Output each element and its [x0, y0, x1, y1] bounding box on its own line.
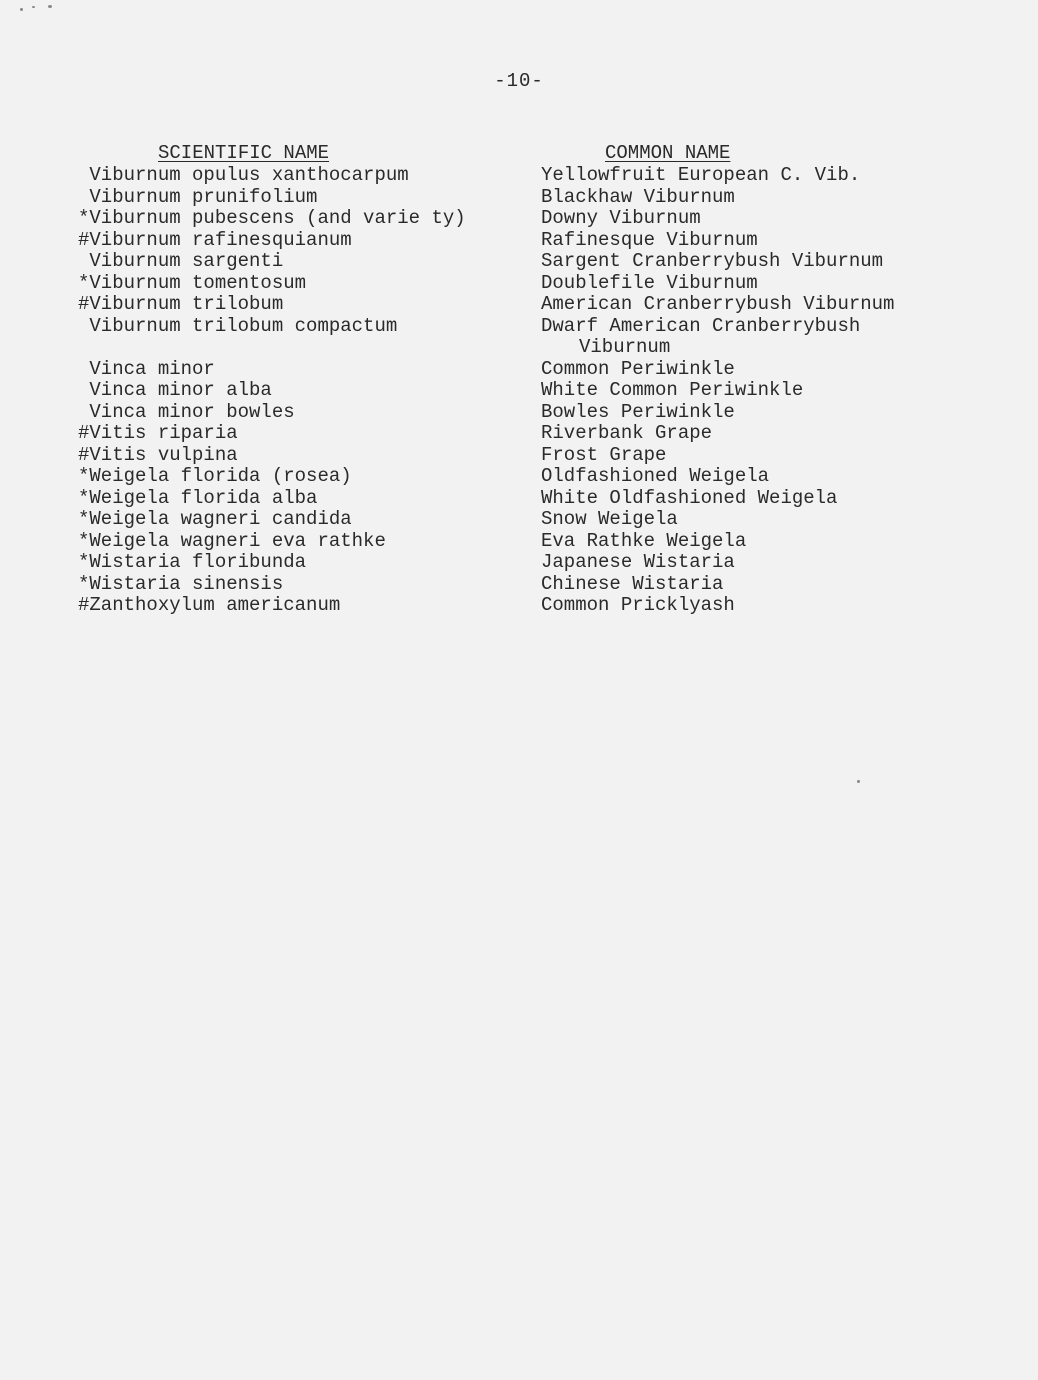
scientific-name-list — [78, 165, 518, 617]
list-item: Sargent Cranberrybush Viburnum — [541, 250, 884, 272]
list-item: White Common Periwinkle — [541, 379, 804, 401]
list-item: Blackhaw Viburnum — [541, 185, 735, 208]
list-item: Viburnum sargenti — [78, 250, 284, 272]
list-item: Common Pricklyash — [541, 594, 735, 616]
list-item: Chinese Wistaria — [541, 572, 724, 595]
list-item: Japanese Wistaria — [541, 551, 735, 573]
list-item: *Weigela wagneri candida — [78, 508, 352, 530]
list-item: Frost Grape — [541, 443, 667, 466]
list-item: Vinca minor — [78, 357, 215, 380]
list-spacer — [78, 337, 518, 359]
list-item: #Viburnum trilobum — [78, 293, 284, 315]
scientific-name-header: SCIENTIFIC NAME — [158, 142, 330, 164]
list-item: Dwarf American Cranberrybush — [541, 314, 861, 337]
list-item: *Weigela florida alba — [78, 486, 318, 509]
paper-speck — [20, 8, 23, 11]
list-item: Yellowfruit European C. Vib. — [541, 164, 861, 186]
list-item: Vinca minor alba — [78, 379, 272, 401]
list-item: Downy Viburnum — [541, 207, 701, 229]
list-item: Bowles Periwinkle — [541, 400, 735, 423]
paper-speck — [32, 6, 35, 8]
list-item: American Cranberrybush Viburnum — [541, 293, 895, 315]
list-item: Eva Rathke Weigela — [541, 529, 747, 552]
list-item: Riverbank Grape — [541, 422, 713, 444]
list-item: #Zanthoxylum americanum — [78, 594, 341, 616]
list-item: *Viburnum pubescens (and varie ty) — [78, 207, 466, 229]
common-name-header: COMMON NAME — [605, 142, 731, 164]
list-item: Viburnum opulus xanthocarpum — [78, 164, 409, 186]
paper-speck — [48, 5, 52, 8]
list-item: Vinca minor bowles — [78, 400, 295, 423]
page-number: -10- — [494, 70, 544, 92]
list-item: Rafinesque Viburnum — [541, 228, 758, 251]
list-item: Doublefile Viburnum — [541, 271, 758, 294]
list-item-continuation: Viburnum — [579, 336, 671, 358]
list-item: *Wistaria sinensis — [78, 572, 284, 595]
list-item: *Viburnum tomentosum — [78, 271, 307, 294]
list-item: #Viburnum rafinesquianum — [78, 228, 352, 251]
list-item: *Weigela florida (rosea) — [78, 465, 352, 487]
list-item: *Weigela wagneri eva rathke — [78, 529, 386, 552]
paper-speck — [857, 780, 860, 783]
list-item: Common Periwinkle — [541, 357, 735, 380]
list-item: #Vitis vulpina — [78, 443, 238, 466]
common-name-list — [541, 165, 961, 617]
list-item: Oldfashioned Weigela — [541, 465, 770, 487]
list-item: Viburnum prunifolium — [78, 185, 318, 208]
list-item: White Oldfashioned Weigela — [541, 486, 838, 509]
list-item: Viburnum trilobum compactum — [78, 314, 398, 337]
list-item: *Wistaria floribunda — [78, 551, 307, 573]
list-item: Snow Weigela — [541, 508, 678, 530]
list-item: #Vitis riparia — [78, 422, 238, 444]
